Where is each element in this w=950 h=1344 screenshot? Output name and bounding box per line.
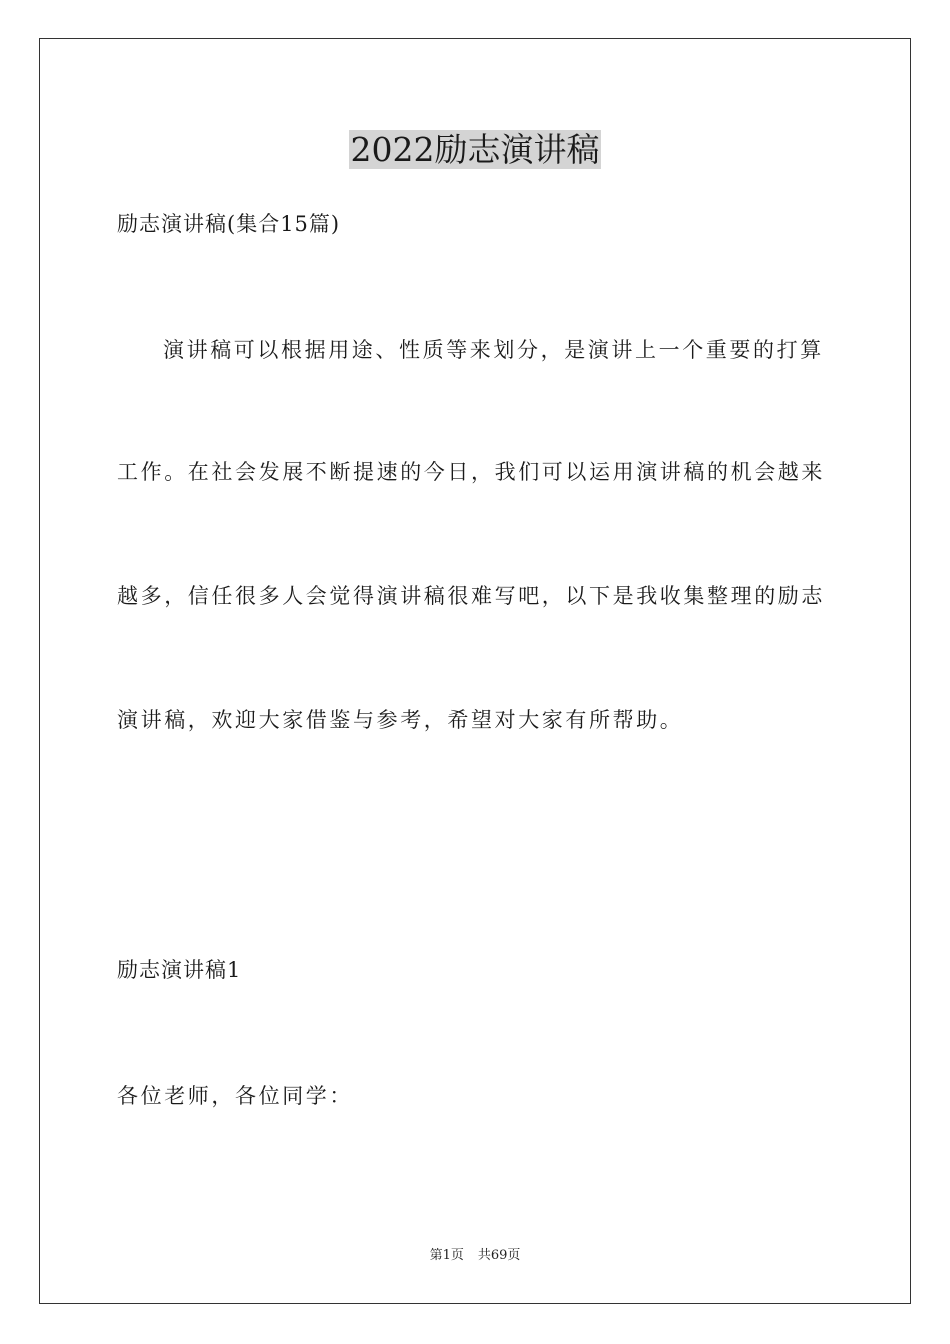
- intro-paragraph-line-2: 工作。在社会发展不断提速的今日，我们可以运用演讲稿的机会越来: [117, 460, 825, 484]
- intro-paragraph-line-1: 演讲稿可以根据用途、性质等来划分，是演讲上一个重要的打算: [163, 338, 824, 362]
- page-number: 第1页: [429, 1248, 464, 1263]
- document-title: [0, 126, 950, 174]
- page-footer: [0, 1247, 950, 1265]
- document-subtitle: 励志演讲稿(集合15篇): [117, 212, 341, 236]
- document-title-text: 2022励志演讲稿: [350, 130, 600, 169]
- intro-paragraph-line-4: 演讲稿，欢迎大家借鉴与参考，希望对大家有所帮助。: [117, 708, 684, 732]
- section-heading: 励志演讲稿1: [117, 958, 242, 982]
- intro-paragraph-line-3: 越多，信任很多人会觉得演讲稿很难写吧，以下是我收集整理的励志: [117, 584, 825, 608]
- page-total: 共69页: [477, 1248, 521, 1263]
- greeting-line: 各位老师，各位同学：: [117, 1084, 353, 1108]
